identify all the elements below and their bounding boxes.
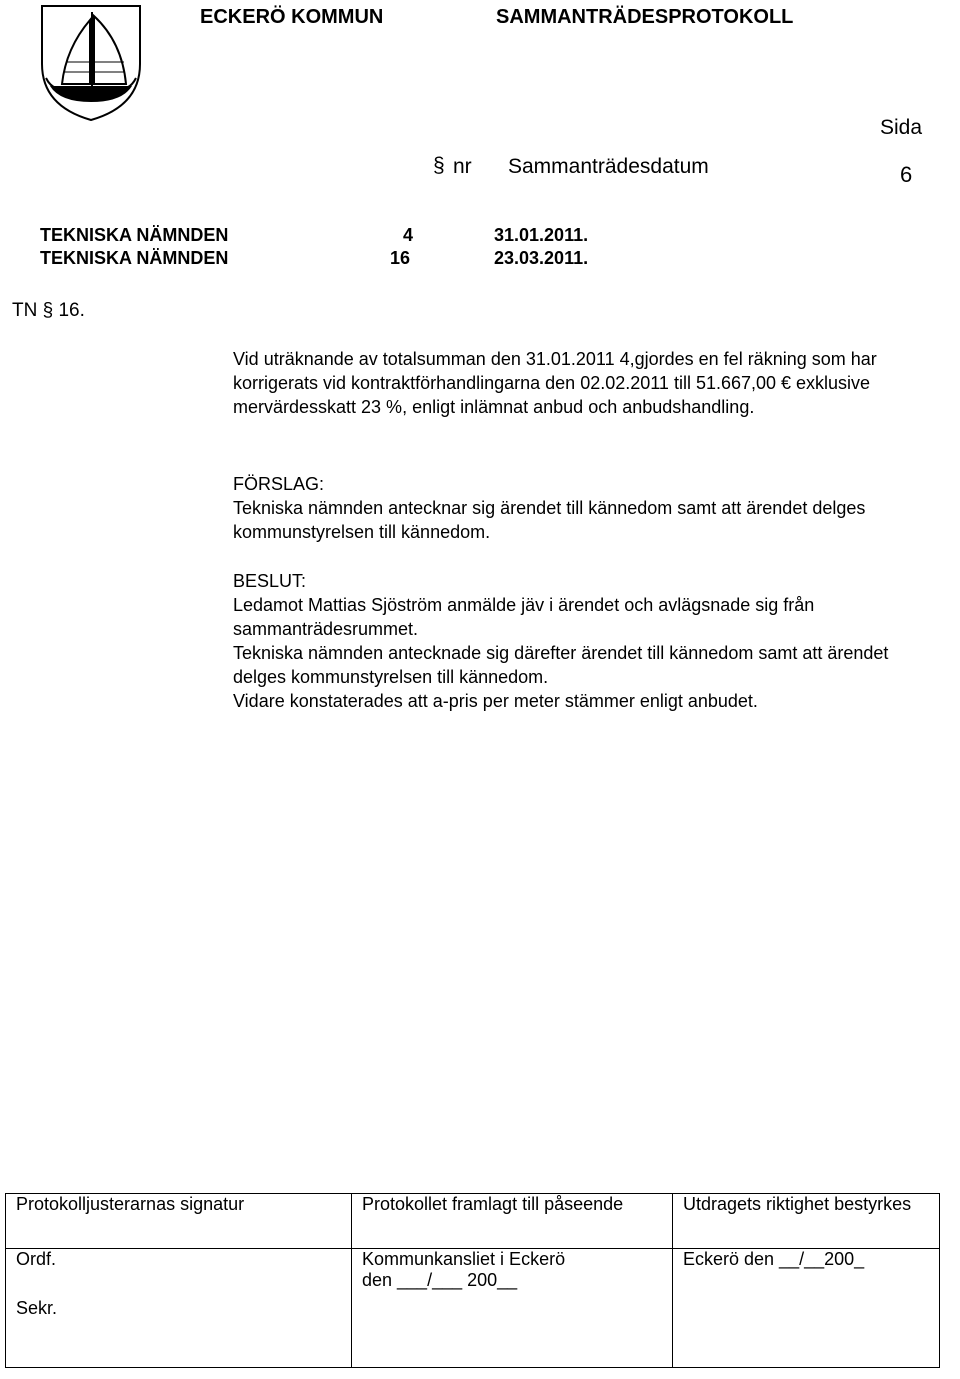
signature-table xyxy=(5,1193,940,1368)
meeting-date-1: 31.01.2011. xyxy=(494,225,589,245)
page-number: 6 xyxy=(900,162,913,187)
section-reference xyxy=(12,300,85,322)
meeting-body-2: TEKNISKA NÄMNDEN xyxy=(40,248,229,268)
document-type: SAMMANTRÄDESPROTOKOLL xyxy=(496,6,794,28)
section-sign-icon: § xyxy=(433,154,445,177)
meeting-nr-1: 4 xyxy=(403,225,414,245)
date-label: Sammanträdesdatum xyxy=(508,155,709,178)
signature-cell xyxy=(6,1249,352,1368)
signature-header: Protokolljusterarnas signatur xyxy=(6,1194,352,1249)
forslag-text: Tekniska nämnden antecknar sig ärendet till kännedom samt att ärendet delges kommunstyrelsen till kännedom. xyxy=(233,498,866,542)
ship-logo-icon xyxy=(36,2,146,122)
intro-text: Vid uträknande av totalsumman den 31.01.2011 4,gjordes en fel räkning som har korrigerats vid kontraktförhandlingarna den 02.02.2011 till 51.667,00 € exklusive mervärdesskatt 23 %, enligt inlämnat anbud och anbudshandling. xyxy=(233,349,877,417)
beslut-text-1: Ledamot Mattias Sjöström anmälde jäv i ärendet och avlägsnade sig från sammanträdesrummet. xyxy=(233,595,815,639)
certification-cell xyxy=(673,1249,940,1368)
secretary-label: Sekr. xyxy=(16,1298,58,1318)
beslut-text-2: Tekniska nämnden antecknade sig därefter ärendet till kännedom samt att ärendet delges kommunstyrelsen till kännedom. xyxy=(233,643,889,687)
intro-paragraph xyxy=(233,347,933,419)
certification-date-line: Eckerö den __/__200_ xyxy=(683,1249,865,1269)
meeting-date-2: 23.03.2011. xyxy=(494,248,589,268)
forslag-label: FÖRSLAG: xyxy=(233,474,325,494)
certification-header: Utdragets riktighet bestyrkes xyxy=(673,1194,940,1249)
beslut-section xyxy=(233,569,933,713)
beslut-text-3: Vidare konstaterades att a-pris per meter stämmer enligt anbudet. xyxy=(233,691,758,711)
presentation-header: Protokollet framlagt till påseende xyxy=(352,1194,673,1249)
page-label: Sida xyxy=(880,116,923,139)
section-label: TN xyxy=(12,300,38,321)
meeting-nr-2: 16 xyxy=(390,248,411,268)
meeting-body-1: TEKNISKA NÄMNDEN xyxy=(40,225,229,245)
forslag-section xyxy=(233,472,933,544)
presentation-date-line: den ___/___ 200__ xyxy=(362,1270,518,1290)
section-number: 16. xyxy=(58,300,85,321)
presentation-cell xyxy=(352,1249,673,1368)
section-sign-icon: § xyxy=(42,300,54,321)
nr-label: nr xyxy=(453,155,472,178)
beslut-label: BESLUT: xyxy=(233,571,307,591)
office-location: Kommunkansliet i Eckerö xyxy=(362,1249,566,1269)
chair-label: Ordf. xyxy=(16,1249,57,1269)
org-name: ECKERÖ KOMMUN xyxy=(200,6,384,28)
